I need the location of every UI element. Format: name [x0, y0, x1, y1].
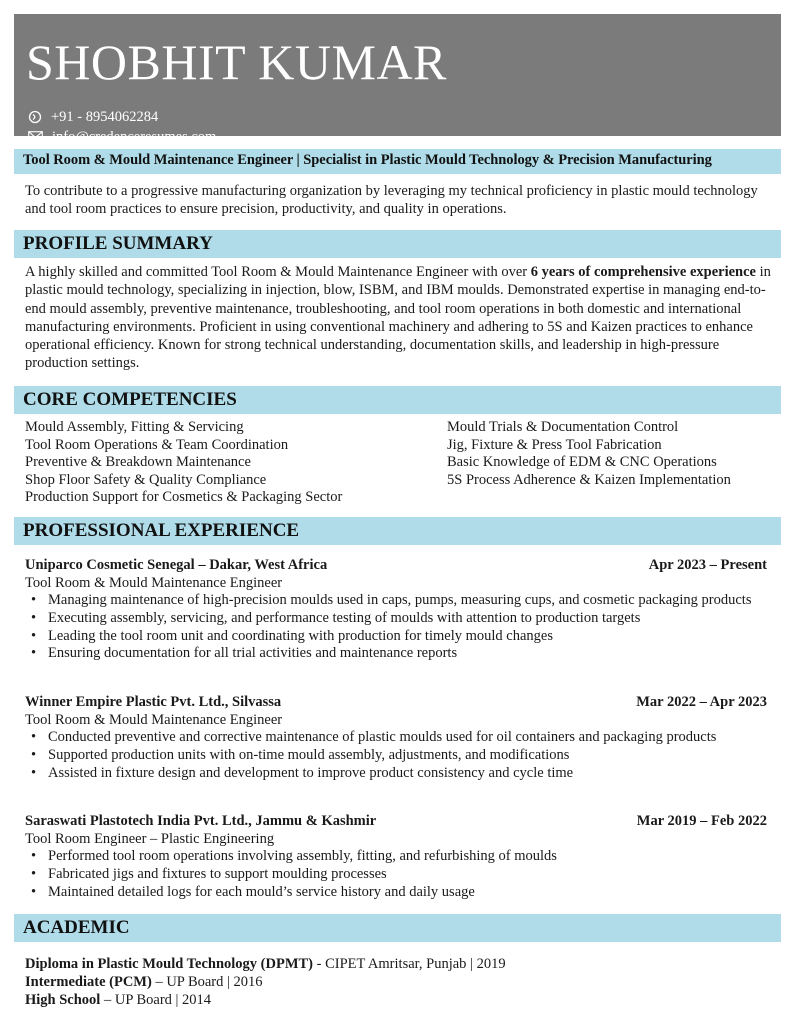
job-bullet: • Fabricated jigs and fixtures to support moulding processes — [25, 866, 775, 884]
academic-item — [25, 955, 506, 973]
core-competencies-heading-band — [14, 386, 781, 414]
job-bullet: • Ensuring documentation for all trial activities and maintenance reports — [25, 645, 775, 663]
competency-item: Mould Trials & Documentation Control — [447, 419, 679, 435]
envelope-icon — [28, 131, 43, 143]
email-address[interactable]: info@credenceresumes.com — [52, 129, 217, 145]
job-bullet: • Supported production units with on-time mould assembly, adjustments, and modifications — [25, 747, 775, 765]
tagline-band — [14, 149, 781, 174]
phone-icon — [28, 110, 42, 124]
job-role: Tool Room & Mould Maintenance Engineer — [25, 712, 283, 728]
job-role: Tool Room Engineer – Plastic Engineering — [25, 831, 275, 847]
academic-heading: ACADEMIC — [23, 917, 130, 938]
academic-detail: – UP Board | 2016 — [151, 974, 263, 990]
academic-degree: Intermediate (PCM) — [25, 974, 152, 990]
email-contact — [28, 128, 216, 146]
competencies-right-column — [447, 419, 731, 489]
profile-text-highlight: 6 years of comprehensive experience — [530, 264, 756, 280]
job-bullets — [25, 848, 775, 901]
job-dates: Mar 2019 – Feb 2022 — [636, 813, 767, 829]
competency-item: Jig, Fixture & Press Tool Fabrication — [447, 436, 662, 453]
academic-detail: - CIPET Amritsar, Punjab | 2019 — [313, 956, 506, 972]
academic-heading-band — [14, 914, 781, 942]
job-bullet: • Performed tool room operations involving assembly, fitting, and refurbishing of moulds — [25, 848, 775, 866]
academic-degree: High School — [25, 992, 101, 1008]
core-competencies-heading: CORE COMPETENCIES — [23, 389, 237, 410]
competencies-left-column — [25, 419, 342, 507]
candidate-name: SHOBHIT KUMAR — [26, 34, 447, 90]
experience-heading: PROFESSIONAL EXPERIENCE — [23, 520, 300, 541]
job-company: Winner Empire Plastic Pvt. Ltd., Silvassa — [25, 694, 282, 710]
job-header — [25, 556, 767, 574]
job-bullet: • Assisted in fixture design and development to improve product consistency and cycle time — [25, 765, 775, 783]
job-bullet: • Executing assembly, servicing, and performance testing of moulds with attention to production targets — [25, 610, 775, 628]
job-bullets — [25, 729, 775, 782]
job-company: Uniparco Cosmetic Senegal – Dakar, West Africa — [25, 557, 328, 573]
competency-item: Shop Floor Safety & Quality Compliance — [25, 471, 267, 488]
job-bullet: • Maintained detailed logs for each mould’s service history and daily usage — [25, 884, 775, 902]
job-bullet: • Conducted preventive and corrective maintenance of plastic moulds used for oil containers and packaging products — [25, 729, 775, 747]
job-role: Tool Room & Mould Maintenance Engineer — [25, 575, 283, 591]
phone-contact — [28, 108, 158, 126]
profile-summary-heading: PROFILE SUMMARY — [23, 233, 213, 254]
academic-degree: Diploma in Plastic Mould Technology (DPMT) — [25, 956, 314, 972]
job-bullet: • Managing maintenance of high-precision moulds used in caps, pumps, measuring cups, and cosmetic packaging products — [25, 592, 775, 610]
academic-detail: – UP Board | 2014 — [100, 992, 212, 1008]
job-company: Saraswati Plastotech India Pvt. Ltd., Jammu & Kashmir — [25, 813, 377, 829]
competency-item: Basic Knowledge of EDM & CNC Operations — [447, 454, 717, 471]
competency-item: Preventive & Breakdown Maintenance — [25, 454, 251, 471]
job-header — [25, 693, 767, 711]
academic-item — [25, 991, 211, 1009]
profile-summary-text — [25, 263, 775, 373]
competency-item: Mould Assembly, Fitting & Servicing — [25, 419, 244, 435]
competency-item: 5S Process Adherence & Kaizen Implementation — [447, 471, 731, 488]
resume-header — [14, 14, 781, 145]
profile-text-end: in plastic mould technology, specializing in injection, blow, ISBM, and IBM moulds. Demonstrated expertise in managing end-to-end mould assembly, preventive maintenance, troubleshooting, and tool room operations in both domestic and international manufacturing environments. Proficient in using conventional machinery and adhering to 5S and Kaizen practices to enhance operational efficiency. Known for strong technical understanding, documentation skills, and leadership in high-pressure production settings. — [25, 264, 771, 372]
job-header — [25, 812, 767, 830]
job-dates: Mar 2022 – Apr 2023 — [636, 694, 767, 710]
tagline: Tool Room & Mould Maintenance Engineer | Specialist in Plastic Mould Technology & Precision Manufacturing — [23, 152, 712, 168]
academic-item — [25, 973, 263, 991]
job-dates: Apr 2023 – Present — [648, 557, 767, 573]
job-bullets — [25, 592, 775, 663]
competency-item: Production Support for Cosmetics & Packaging Sector — [25, 489, 343, 506]
profile-text-start: A highly skilled and committed Tool Room & Mould Maintenance Engineer with over — [25, 264, 531, 280]
phone-number[interactable]: +91 - 8954062284 — [51, 109, 159, 125]
job-bullet: • Leading the tool room unit and coordinating with production for timely mould changes — [25, 628, 775, 646]
profile-summary-heading-band — [14, 230, 781, 258]
competency-item: Tool Room Operations & Team Coordination — [25, 436, 289, 453]
experience-heading-band — [14, 517, 781, 545]
career-objective: To contribute to a progressive manufacturing organization by leveraging my technical proficiency in plastic mould technology and tool room practices to ensure precision, productivity, and quality in operations. — [25, 183, 758, 218]
